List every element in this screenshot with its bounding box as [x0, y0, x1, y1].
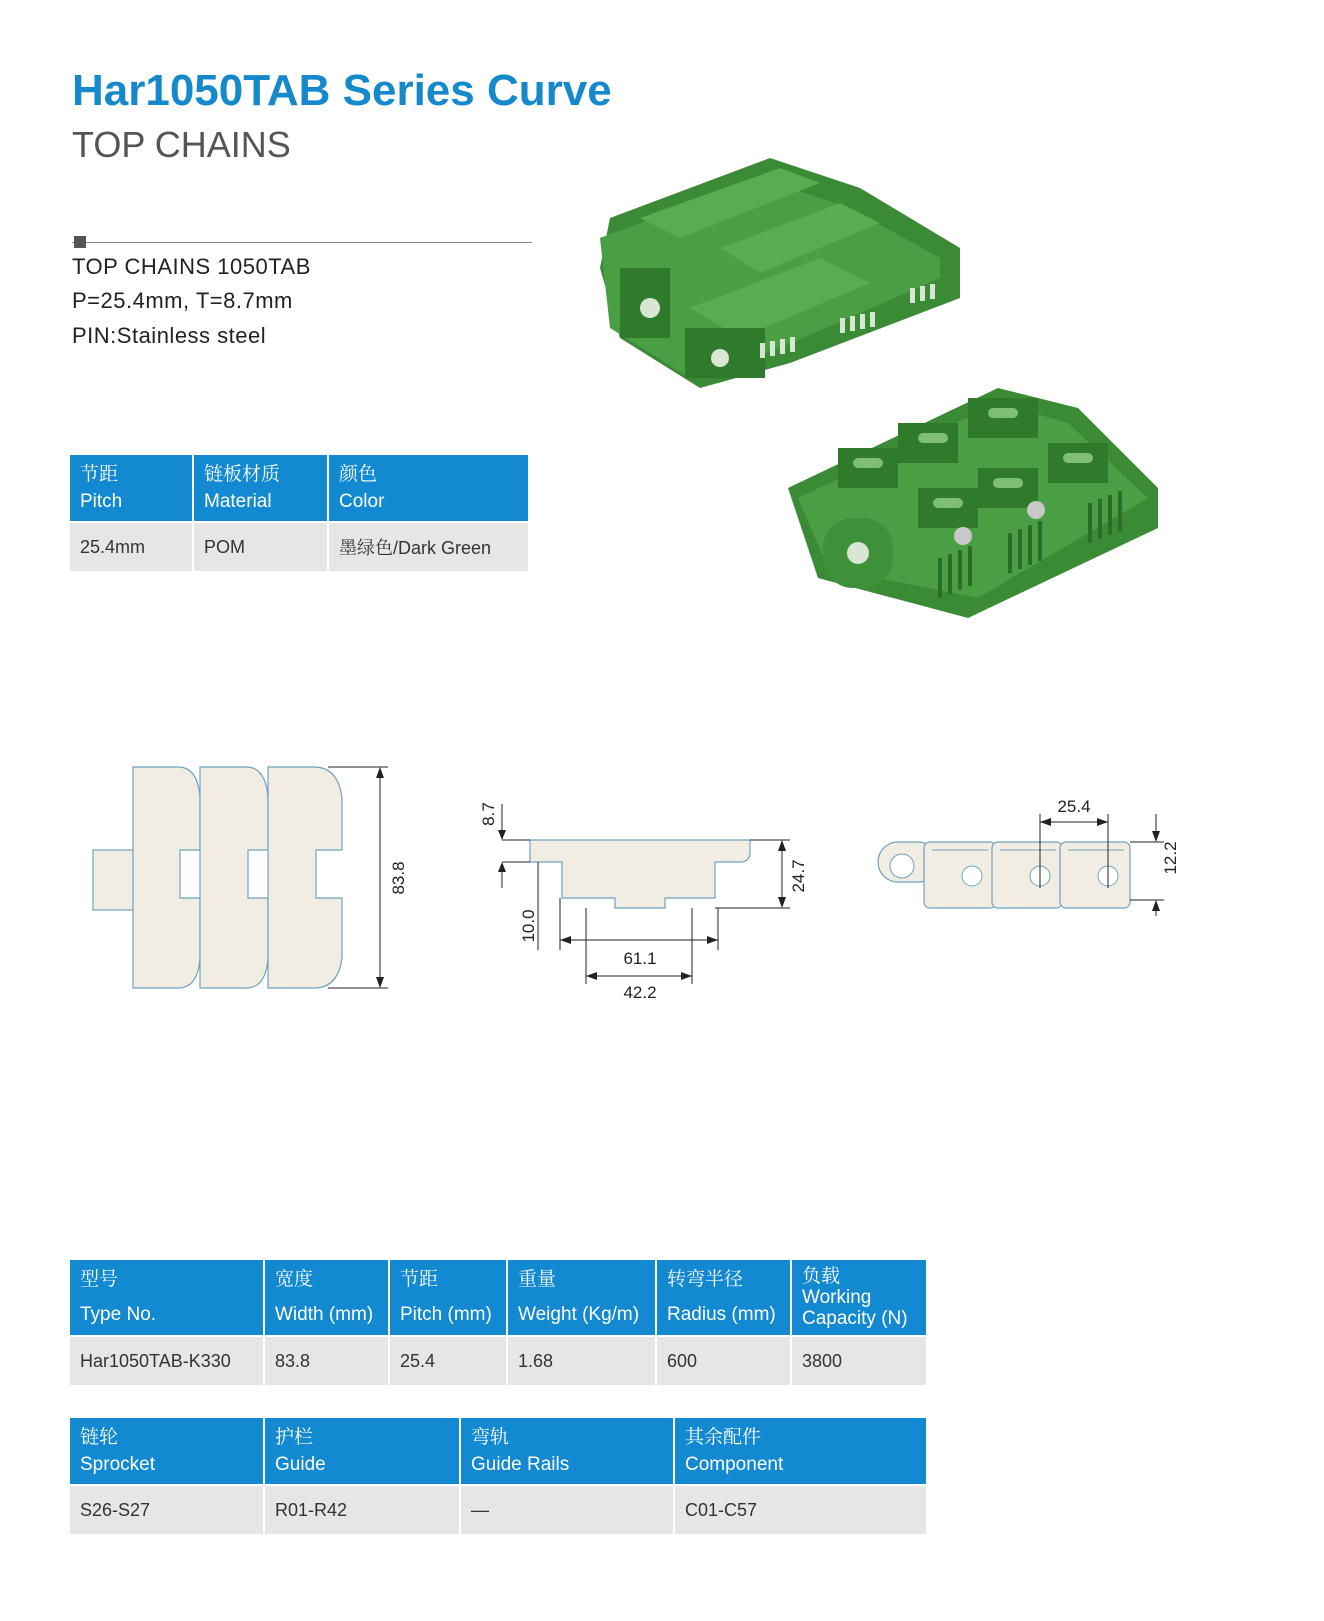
cell-radius: 600	[656, 1336, 791, 1385]
cell-width: 83.8	[264, 1336, 389, 1385]
header-pitch-mm: 节距 Pitch (mm)	[389, 1260, 507, 1336]
dim-height: 24.7	[789, 859, 808, 893]
dim-width: 83.8	[389, 861, 408, 895]
table-row	[70, 522, 528, 571]
header-material: 链板材质 Material	[193, 455, 328, 522]
header-radius: 转弯半径 Radius (mm)	[656, 1260, 791, 1336]
cell-component: C01-C57	[674, 1485, 926, 1534]
page-subtitle: TOP CHAINS	[72, 124, 291, 165]
cell-pitch: 25.4	[389, 1336, 507, 1385]
header-pitch: 节距 Pitch	[70, 455, 193, 522]
chain-photo-bottom	[778, 368, 1168, 628]
property-table	[70, 455, 528, 571]
accessory-table	[70, 1418, 926, 1534]
header-weight: 重量 Weight (Kg/m)	[507, 1260, 656, 1336]
cell-color: 墨绿色/Dark Green	[328, 522, 528, 571]
header-capacity: 负载 Working Capacity (N)	[791, 1260, 926, 1336]
cell-capacity: 3800	[791, 1336, 926, 1385]
header-guide: 护栏 Guide	[264, 1418, 460, 1485]
cell-guide-rails: —	[460, 1485, 674, 1534]
drawing-front-view	[872, 790, 1192, 920]
header-color: 颜色 Color	[328, 455, 528, 522]
spec-line-pin: PIN:Stainless steel	[72, 323, 267, 348]
dim-pitch: 25.4	[1057, 797, 1091, 816]
spec-line-dimensions: P=25.4mm, T=8.7mm	[72, 288, 293, 313]
dim-outer-width: 61.1	[623, 949, 657, 968]
table-row	[70, 1485, 926, 1534]
dim-thickness: 8.7	[479, 802, 498, 826]
dim-tab-height: 10.0	[519, 909, 538, 943]
type-table	[70, 1260, 926, 1385]
cell-material: POM	[193, 522, 328, 571]
spec-line-product: TOP CHAINS 1050TAB	[72, 254, 311, 279]
section-divider	[72, 242, 532, 243]
drawing-plan-view	[88, 758, 428, 998]
table-row	[70, 1336, 926, 1385]
header-type-no: 型号 Type No.	[70, 1260, 264, 1336]
drawing-side-view	[470, 790, 810, 1010]
cell-guide: R01-R42	[264, 1485, 460, 1534]
header-component: 其余配件 Component	[674, 1418, 926, 1485]
dim-pin-height: 12.2	[1161, 841, 1180, 875]
cell-type-no: Har1050TAB-K330	[70, 1336, 264, 1385]
divider-marker	[74, 236, 86, 248]
page-title: Har1050TAB Series Curve	[72, 66, 612, 115]
header-width: 宽度 Width (mm)	[264, 1260, 389, 1336]
cell-pitch: 25.4mm	[70, 522, 193, 571]
cell-sprocket: S26-S27	[70, 1485, 264, 1534]
header-sprocket: 链轮 Sprocket	[70, 1418, 264, 1485]
header-guide-rails: 弯轨 Guide Rails	[460, 1418, 674, 1485]
dim-inner-width: 42.2	[623, 983, 657, 1002]
cell-weight: 1.68	[507, 1336, 656, 1385]
